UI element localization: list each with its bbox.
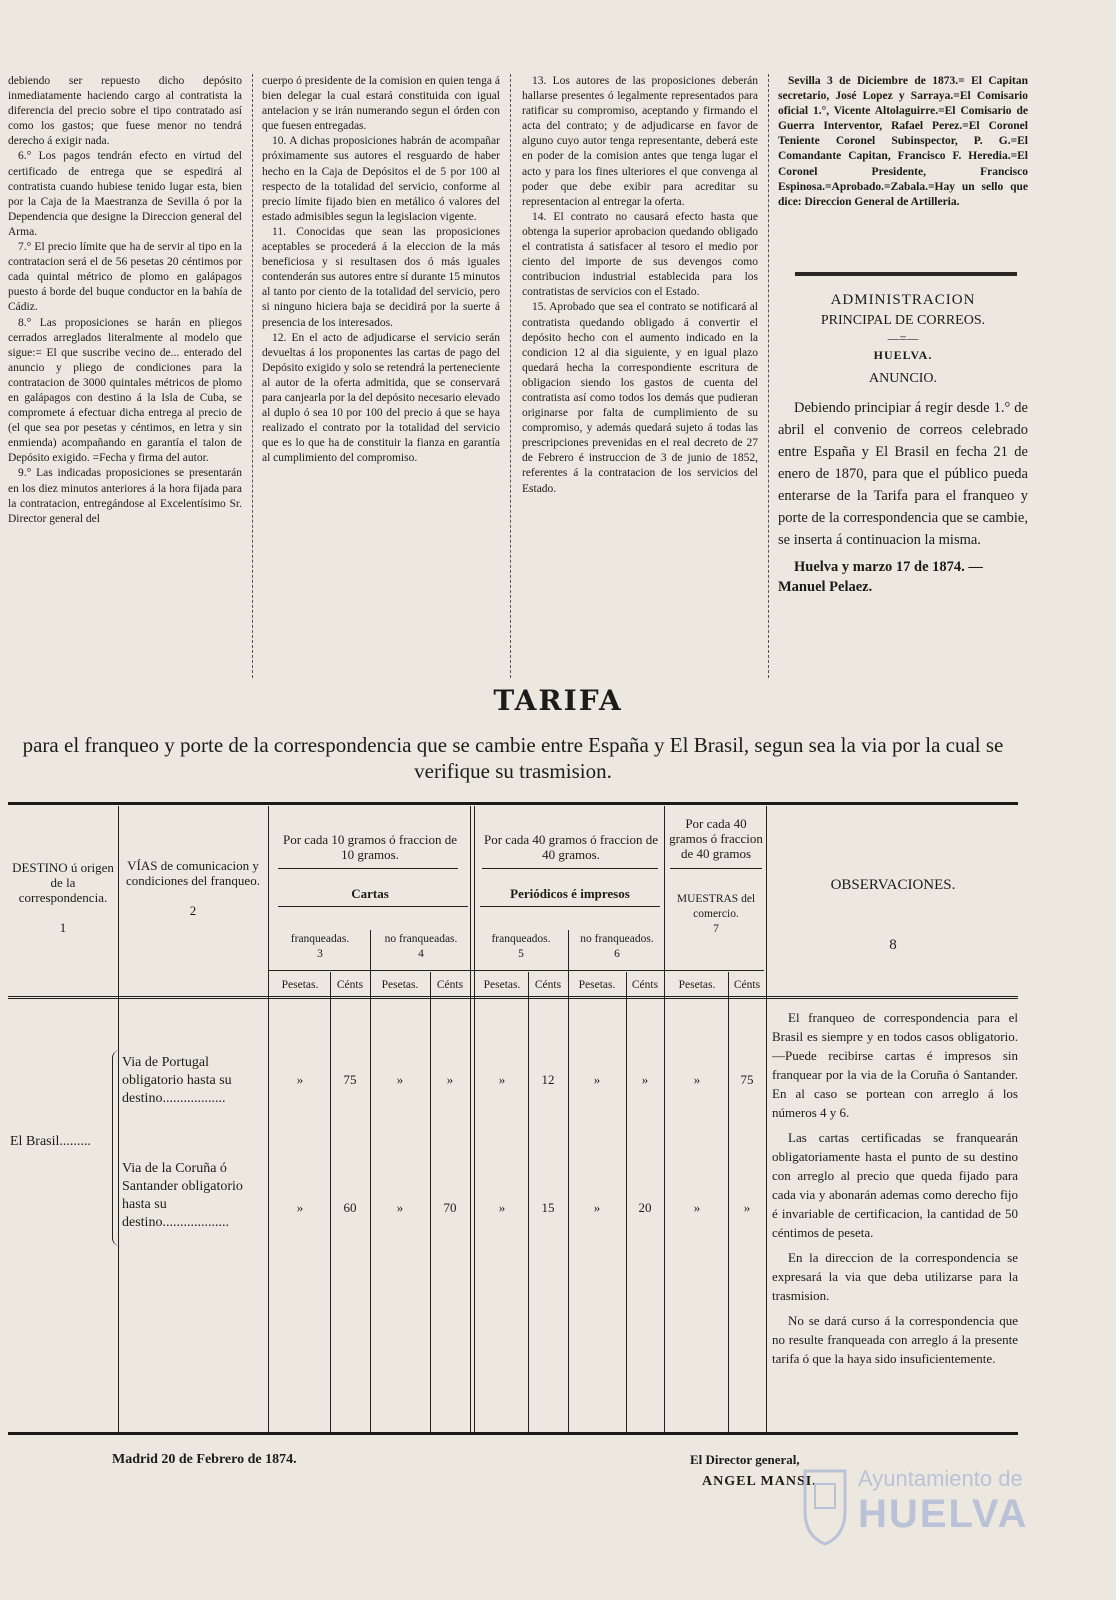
table-col-rule xyxy=(664,806,665,1432)
header-muestras-label: MUESTRAS del comercio. xyxy=(676,893,756,920)
header-observaciones-num: 8 xyxy=(889,937,897,953)
paragraph: debiendo ser repuesto dicho depósito inmediatamente haciendo cargo al contratista la diferencia del precio sobre el tipo contratado así como los gastos; que fuese menor no tendrá derecho á exigir nada. xyxy=(8,75,242,148)
footer-date: Madrid 20 de Febrero de 1874. xyxy=(112,1452,297,1467)
table-bottom-rule xyxy=(8,1432,1018,1435)
paragraph: 10. A dichas proposiciones habrán de acompañar próximamente sus autores el resguardo de haber hecho en la Caja de Depósitos el de 5 por 100 al respecto de la totalidad del servicio, conforme al precio límite fijado bien en metálico ó valores del estado admisibles segun la legislacion vigente. xyxy=(262,135,500,223)
value-cell: 75 xyxy=(343,1072,357,1087)
watermark-line1: Ayuntamiento de xyxy=(858,1466,1023,1491)
header-destino xyxy=(10,860,116,935)
subheader-pesetas: Pesetas. xyxy=(281,979,319,991)
via-coruna: Via de la Coruña ó Santander obligatorio hasta su destino................... xyxy=(122,1161,243,1230)
value-cell: » xyxy=(396,1072,404,1087)
table-col-rule xyxy=(470,806,471,1432)
tarifa-title: TARIFA xyxy=(493,684,623,717)
value-cell: 15 xyxy=(541,1200,555,1215)
header-muestras-group: Por cada 40 gramos ó fraccion de 40 gramos xyxy=(669,816,763,861)
table-col-rule xyxy=(370,930,371,1432)
value-cell: 70 xyxy=(443,1200,457,1215)
value-cell: » xyxy=(296,1072,304,1087)
subheader-cents: Cénts xyxy=(436,979,464,991)
paragraph: 14. El contrato no causará efecto hasta que obtenga la superior aprobacion quedando obligado el contratista á satisfacer al tesoro el medio por ciento del importe de sus devengos como contribucion industrial establecida para los contratistas de servicios con el Estado. xyxy=(522,210,758,299)
header-destino-label: DESTINO ú origen de la correspondencia. xyxy=(12,860,114,905)
destino-value: El Brasil......... xyxy=(10,1134,91,1149)
header-franqueados-num: 5 xyxy=(518,948,524,960)
header-muestras xyxy=(668,892,764,937)
header-muestras-num: 7 xyxy=(713,923,719,935)
tarifa-subtitle: para el franqueo y porte de la correspondencia que se cambie entre España y El Brasil, segun sea la via por la cual se verifique su trasmision. xyxy=(22,733,1004,783)
subheader-cents: Cénts xyxy=(336,979,364,991)
header-no-franqueadas xyxy=(372,932,470,962)
ornament-divider: —=— xyxy=(887,331,919,345)
header-cartas-group: Por cada 10 gramos ó fraccion de 10 gramos. xyxy=(283,832,457,862)
table-top-rule xyxy=(8,802,1018,805)
footer-director-title: El Director general, xyxy=(690,1452,800,1467)
admin-subtitle: PRINCIPAL DE CORREOS. xyxy=(820,313,986,328)
column-divider xyxy=(768,74,769,678)
subheader-pesetas: Pesetas. xyxy=(678,979,716,991)
paragraph: 7.° El precio límite que ha de servir al tipo en la contratacion será el de 56 pesetas 20 céntimos por cada quintal métrico de plomo en galápagos puesto á borde del buque conductor en la bahía de Cádiz. xyxy=(8,241,242,314)
table-row-rule xyxy=(670,868,762,869)
value-cell: » xyxy=(396,1200,404,1215)
via-portugal: Via de Portugal obligatorio hasta su destino.................. xyxy=(122,1055,232,1106)
header-franqueados xyxy=(474,932,568,962)
text-column-1 xyxy=(8,74,242,648)
header-vias xyxy=(120,858,266,918)
paragraph: cuerpo ó presidente de la comision en quien tenga á bien delegar la cual estará constituida con igual antelacion y se irán numerando segun el órden con que fuesen entregadas. xyxy=(262,75,500,133)
value-cell: » xyxy=(446,1072,454,1087)
table-col-rule xyxy=(268,806,269,1432)
value-cell: » xyxy=(641,1072,649,1087)
section-divider xyxy=(795,272,1017,276)
header-no-franqueados-num: 6 xyxy=(614,948,620,960)
paragraph: 13. Los autores de las proposiciones deberán hallarse presentes ó legalmente representados para ratificar su compromiso, aceptando y firmando el acta del contrato; y de adjudicarse en favor de alguno cuyo autor tenga representante, deberá este en poder de la comision antes que tenga lugar el acto y para los fines ulteriores el que convenga al poder que debe exibir para acreditar su representacion al entregar la oferta. xyxy=(522,75,758,208)
brace xyxy=(112,1050,121,1246)
anuncio-title: ANUNCIO. xyxy=(868,371,938,386)
value-cell: » xyxy=(593,1072,601,1087)
paragraph: 6.° Los pagos tendrán efecto en virtud del certificado de entrega que se espedirá al contratista cuando hubiese tenido lugar esta, bien por la Caja de la Maestranza de Sevilla ó por la Dependencia que designe la Direccion general del Arma. xyxy=(8,150,242,238)
paragraph: 12. En el acto de adjudicarse el servicio serán devueltas á los proponentes las cartas de pago del Depósito exigido y solo se retendrá la perteneciente al autor de la oferta admitida, que se conservará para canjearla por la del depósito necesario elevado al duplo ó sea 10 por 100 del precio á que se haya realizado el contrato por la totalidad del servicio que es lo que ha de constituir la fianza en garantía al cumplimiento del compromiso. xyxy=(262,331,500,465)
anuncio-signature: Huelva y marzo 17 de 1874. —Manuel Pelaez. xyxy=(778,559,983,595)
table-row-rule xyxy=(480,906,660,907)
subheader-cents: Cénts xyxy=(733,979,761,991)
paragraph: 15. Aprobado que sea el contrato se notificará al contratista quedando obligado á convertir el depósito hecho con el aumento indicado en la condicion 12 al dia siguiente, y en igual plazo quedará hecha la correspondiente escritura de obligacion siendo los gastos de cuenta del contratista así como todos los demás que pudieran originarse por falta de cumplimiento de su compromiso, y además quedará sujeto á todas las prescripciones prevenidas en el real decreto de 27 de Febrero é instruccion de 3 de junio de 1852, referentes á la contratacion de los servicios del Estado. xyxy=(522,301,758,495)
observacion: No se dará curso á la correspondencia que no resulte franqueada con arreglo á la presente tarifa ó que la haya sido insuficientemente. xyxy=(772,1313,1018,1366)
admin-place: HUELVA. xyxy=(873,348,933,362)
header-observaciones xyxy=(770,878,1016,953)
text-column-2 xyxy=(262,74,500,648)
value-cell: » xyxy=(296,1200,304,1215)
value-cell: » xyxy=(498,1200,506,1215)
admin-title: ADMINISTRACION xyxy=(830,292,976,308)
subheader-pesetas: Pesetas. xyxy=(578,979,616,991)
header-no-franqueados xyxy=(570,932,664,962)
value-cell: » xyxy=(593,1200,601,1215)
header-destino-num: 1 xyxy=(59,920,67,935)
table-header-rule xyxy=(8,998,1018,999)
table-row-rule xyxy=(278,906,468,907)
value-cell: 75 xyxy=(740,1072,754,1087)
paragraph: 8.° Las proposiciones se harán en pliegos cerrados arreglados literalmente al modelo que sigue:= El que suscribe vecino de... enterado del anuncio y pliego de condiciones para la contratacion de 3000 quintales métricos de plomo en galápagos con destino á la Isla de Cuba, se compromete á efectuar dicha entrega al precio de (el que sea por pesetas y céntimos, en letra y sin enmienda) acompañando en garantía el talon de Depósito exigido. =Fecha y firma del autor. xyxy=(8,316,242,465)
watermark xyxy=(858,1466,1098,1556)
observacion: El franqueo de correspondencia para el Brasil es siempre y en todos casos obligatorio.—Puede recibirse cartas é impresos sin franquear por la via de la Coruña ó Santander. En al caso se portean con arreglo á los números 4 y 6. xyxy=(772,1010,1018,1120)
subheader-cents: Cénts xyxy=(534,979,562,991)
value-cell: 12 xyxy=(541,1072,555,1087)
observaciones-text xyxy=(772,1008,1018,1374)
subheader-pesetas: Pesetas. xyxy=(483,979,521,991)
header-periodicos: Periódicos é impresos xyxy=(510,886,630,901)
header-periodicos-group: Por cada 40 gramos ó fraccion de 40 gramos. xyxy=(484,832,658,862)
table-col-rule xyxy=(474,806,475,1432)
header-cartas: Cartas xyxy=(351,886,389,901)
table-col-rule xyxy=(568,930,569,1432)
value-cell: 20 xyxy=(638,1200,652,1215)
header-no-franqueadas-num: 4 xyxy=(418,948,424,960)
header-observaciones-label: OBSERVACIONES. xyxy=(830,877,956,893)
header-franqueadas-num: 3 xyxy=(317,948,323,960)
table-row-rule xyxy=(268,970,764,971)
table-row-rule xyxy=(278,868,458,869)
column-divider xyxy=(252,74,253,678)
table-col-rule xyxy=(766,806,767,1432)
table-header-rule xyxy=(8,996,1018,997)
header-no-franqueadas-label: no franqueadas. xyxy=(384,933,458,945)
footer-director-name: ANGEL MANSI. xyxy=(702,1474,817,1489)
header-vias-label: VÍAS de comunicacion y condiciones del franqueo. xyxy=(126,858,260,888)
header-franqueadas xyxy=(272,932,368,962)
header-franqueadas-label: franqueadas. xyxy=(290,933,350,945)
observacion: Las cartas certificadas se franquearán obligatoriamente hasta el punto de su destino con arreglo al precio que queda fijado para cada via y abonarán ademas como derecho fijo é invariable de certificacion, la cantidad de 50 céntimos de peseta. xyxy=(772,1130,1018,1240)
signature-block: Sevilla 3 de Diciembre de 1873.= El Capitan secretario, José Lopez y Sarraya.=El Comisario oficial 1.°, Vicente Altolaguirre.=El Comisario de Guerra Interventor, Rafael Perez.=El Coronel Teniente Coronel Subinspector, P. G.=El Comandante Capitan, Francisco F. Heredia.=El Coronel Presidente, Francisco Espinosa.=Aprobado.=Zabala.=Hay un sello que dice: Direccion General de Artilleria. xyxy=(778,75,1028,208)
anuncio-section xyxy=(778,292,1028,597)
header-no-franqueados-label: no franqueados. xyxy=(580,933,654,945)
value-cell: » xyxy=(693,1072,701,1087)
text-column-3 xyxy=(522,74,758,648)
paragraph: 11. Conocidas que sean las proposiciones aceptables se procederá á la eleccion de la más beneficiosa y si resultasen dos ó más iguales contenderán sus autores entre sí durante 15 minutos al tanto por ciento de la totalidad del servicio, pero si ninguno hiciera baja se decidirá por la suerte á presencia de los interesados. xyxy=(262,225,500,329)
subheader-pesetas: Pesetas. xyxy=(381,979,419,991)
observacion: En la direccion de la correspondencia se expresará la via que deba utilizarse para la trasmision. xyxy=(772,1250,1018,1303)
paragraph: 9.° Las indicadas proposiciones se presentarán en los diez minutos anteriores á la hora fijada para la contratacion, entregándose al Excelentísimo Sr. Director general del xyxy=(8,467,242,525)
value-cell: » xyxy=(498,1072,506,1087)
watermark-line2: HUELVA xyxy=(858,1492,1029,1536)
column-divider xyxy=(510,74,511,678)
value-cell: » xyxy=(693,1200,701,1215)
shield-icon xyxy=(800,1466,850,1546)
table-row-rule xyxy=(482,868,658,869)
header-franqueados-label: franqueados. xyxy=(491,933,551,945)
value-cell: » xyxy=(743,1200,751,1215)
anuncio-body: Debiendo principiar á regir desde 1.° de abril el convenio de correos celebrado entre España y El Brasil en fecha 21 de enero de 1870, para que el público pueda enterarse de la Tarifa para el franqueo y porte de la correspondencia que se cambie, se inserta á continuacion la misma. xyxy=(778,400,1028,548)
subheader-cents: Cénts xyxy=(631,979,659,991)
value-cell: 60 xyxy=(343,1200,357,1215)
header-vias-num: 2 xyxy=(189,903,197,918)
